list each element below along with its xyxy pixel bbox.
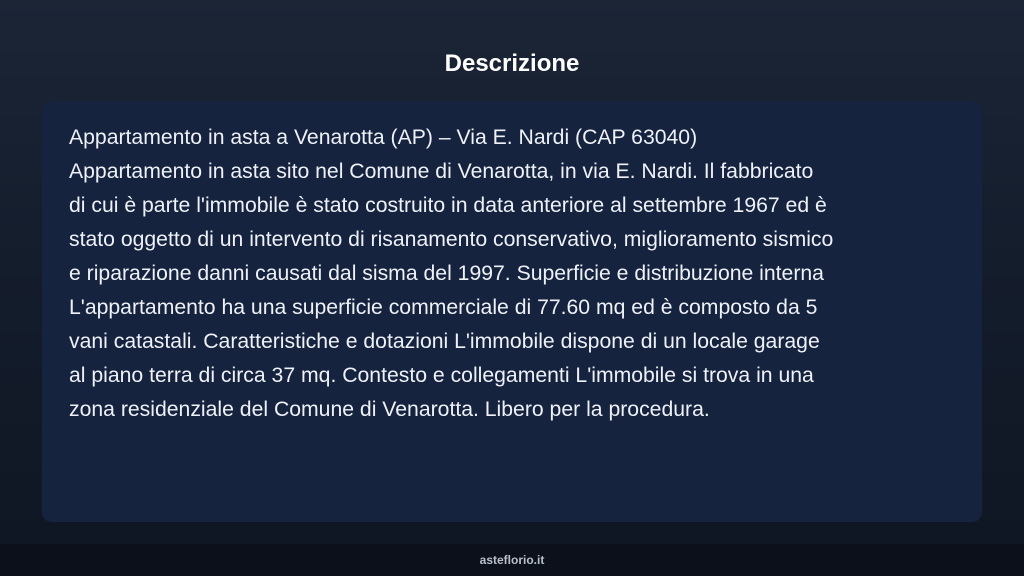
- description-card: [42, 101, 982, 522]
- footer-site-link[interactable]: asteflorio.it: [479, 553, 545, 567]
- section-title: Descrizione: [444, 50, 580, 77]
- footer-bar: [0, 544, 1024, 576]
- description-text: Appartamento in asta a Venarotta (AP) – Via E. Nardi (CAP 63040) Appartamento in asta sito nel Comune di Venarotta, in via E. Nardi. Il fabbricato di cui è parte l'immobile è stato costruito in data anteriore al settembre 1967 ed è stato oggetto di un intervento di risanamento conservativo, miglioramento sismico e riparazione danni causati dal sisma del 1997. Superficie e distribuzione interna L'appartamento ha una superficie commerciale di 77.60 mq ed è composto da 5 vani catastali. Caratteristiche e dotazioni L'immobile dispone di un locale garage al piano terra di circa 37 mq. Contesto e collegamenti L'immobile si trova in una zona residenziale del Comune di Venarotta. Libero per la procedura.: [69, 126, 834, 421]
